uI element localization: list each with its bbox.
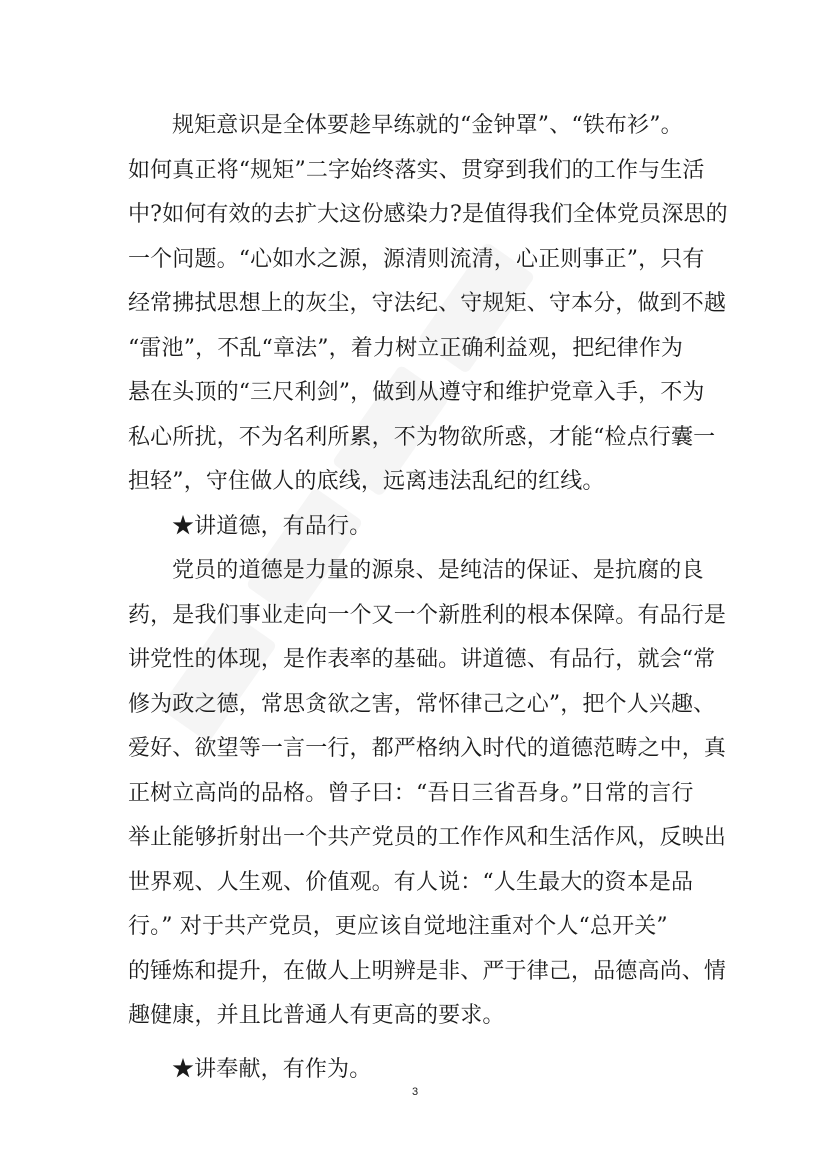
- text-line: 经常拂拭思想上的灰尘，守法纪、守规矩、守本分，做到不越: [128, 291, 727, 316]
- section-heading: ★讲奉献，有作为。: [172, 1056, 372, 1082]
- text-line: 的锤炼和提升，在做人上明辨是非、严于律己，品德高尚、情: [128, 958, 727, 984]
- text-line: 私心所扰，不为名利所累，不为物欲所惑，才能“检点行囊一: [128, 424, 716, 450]
- text-line: “雷池”，不乱“章法”，着力树立正确利益观，把纪律作为: [128, 335, 684, 361]
- document-body: [128, 104, 728, 1092]
- text-line: 举止能够折射出一个共产党员的工作作风和生活作风，反映出: [128, 825, 727, 850]
- text-line: 修为政之德，常思贪欲之害，常怀律己之心”，把个人兴趣、: [128, 691, 716, 717]
- text-line: 讲党性的体现，是作表率的基础。讲道德、有品行，就会“常: [128, 647, 716, 672]
- page-number: 3: [411, 1086, 419, 1098]
- text-line: 如何真正将“规矩”二字始终落实、贯穿到我们的工作与生活: [128, 157, 705, 183]
- text-line: 爱好、欲望等一言一行，都严格纳入时代的道德范畴之中，真: [128, 736, 727, 761]
- text-line: 党员的道德是力量的源泉、是纯洁的保证、是抗腐的良: [172, 558, 704, 583]
- text-line: 规矩意识是全体要趁早练就的“金钟罩”、“铁布衫”。: [172, 113, 683, 138]
- text-line: 正树立高尚的品格。曾子曰：“吾日三省吾身。”日常的言行: [128, 780, 694, 806]
- paragraph-gap: [128, 1039, 698, 1048]
- text-line: 一个问题。“心如水之源，源清则流清，心正则事正”，只有: [128, 246, 705, 272]
- text-line: 悬在头顶的“三尺利剑”，做到从遵守和维护党章入手，不为: [128, 380, 705, 405]
- section-heading: ★讲道德，有品行。: [172, 513, 372, 539]
- text-line: 担轻”，守住做人的底线，远离违法乱纪的红线。: [128, 469, 605, 494]
- text-line: 药，是我们事业走向一个又一个新胜利的根本保障。有品行是: [128, 602, 727, 628]
- text-line: 中?如何有效的去扩大这份感染力?是值得我们全体党员深思的: [128, 202, 728, 227]
- text-line: 行。” 对于共产党员，更应该自觉地注重对个人“总开关”: [128, 914, 668, 939]
- text-line: 趣健康，并且比普通人有更高的要求。: [128, 1003, 505, 1028]
- text-line: 世界观、人生观、价值观。有人说：“人生最大的资本是品: [128, 869, 694, 895]
